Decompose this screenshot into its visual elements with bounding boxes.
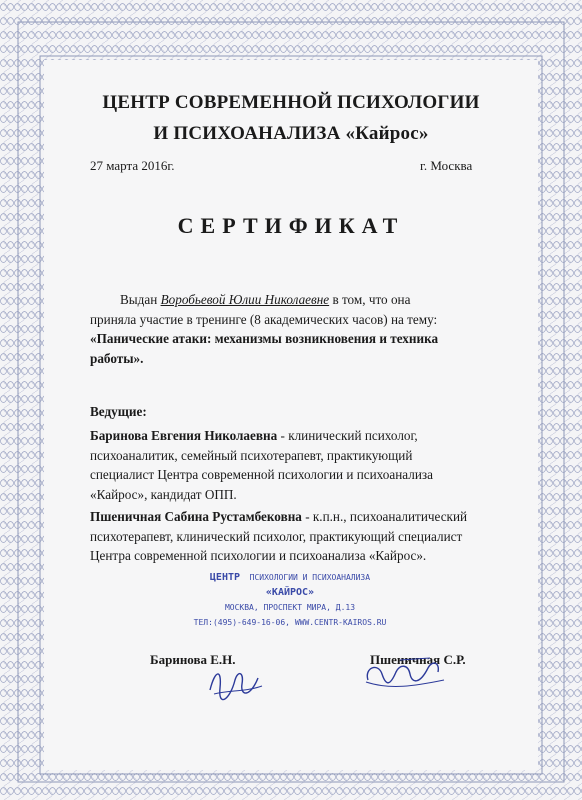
stamp-line1-b: ПСИХОЛОГИИ И ПСИХОАНАЛИЗА [249,573,371,582]
stamp-line2: «КАЙРОС» [265,587,315,598]
signature-left [200,660,270,705]
signature-left-name: Баринова Е.Н. [150,652,236,667]
host2-desc-line2: психотерапевт, клинический психолог, практикующий специалист [90,528,463,544]
issue-date: 27 марта 2016г. [90,158,175,173]
issue-city: г. Москва [420,158,473,173]
issued-suffix: в том, что она [332,292,411,307]
body-line2: приняла участие в тренинге (8 академических часов) на тему: [90,311,438,327]
stamp-line3: МОСКВА, ПРОСПЕКТ МИРА, Д.13 [224,603,356,612]
certificate-title: СЕРТИФИКАТ [177,213,405,238]
stamp-line4: ТЕЛ:(495)-649-16-06, WWW.CENTR-KAIROS.RU [193,618,387,627]
host2-block [90,507,490,566]
host2-desc-line1: - к.п.н., психоаналитический [301,509,468,524]
organization-stamp [150,570,430,630]
recipient-name: Воробьевой Юлии Николаевне [160,292,330,307]
host1-desc-line4: «Кайрос», кандидат ОПП. [90,486,237,502]
stamp-line1-a: ЦЕНТР [209,572,241,583]
topic-line1: «Панические атаки: механизмы возникновения и техника [90,331,439,346]
host2-desc-line3: Центра современной психологии и психоанализа «Кайрос». [90,548,427,563]
host1-block [90,426,490,504]
hosts-heading: Ведущие: [90,404,147,419]
host2-name: Пшеничная Сабина Рустамбековна [90,509,302,524]
topic-line2: работы». [90,350,144,366]
org-name-line2: И ПСИХОАНАЛИЗА «Кайрос» [153,123,429,144]
host1-desc-line1: - клинический психолог, [277,428,418,443]
issued-prefix: Выдан [120,292,158,307]
certificate-body [90,290,490,368]
org-name-line1: ЦЕНТР СОВРЕМЕННОЙ ПСИХОЛОГИИ [102,92,480,113]
host1-desc-line3: специалист Центра современной психологии и психоанализа [90,467,433,482]
host1-desc-line2: психоаналитик, семейный психотерапевт, практикующий [90,447,413,463]
signature-right [360,650,450,700]
signature-right-name: Пшеничная С.Р. [370,652,466,667]
host1-name: Баринова Евгения Николаевна [90,428,278,443]
